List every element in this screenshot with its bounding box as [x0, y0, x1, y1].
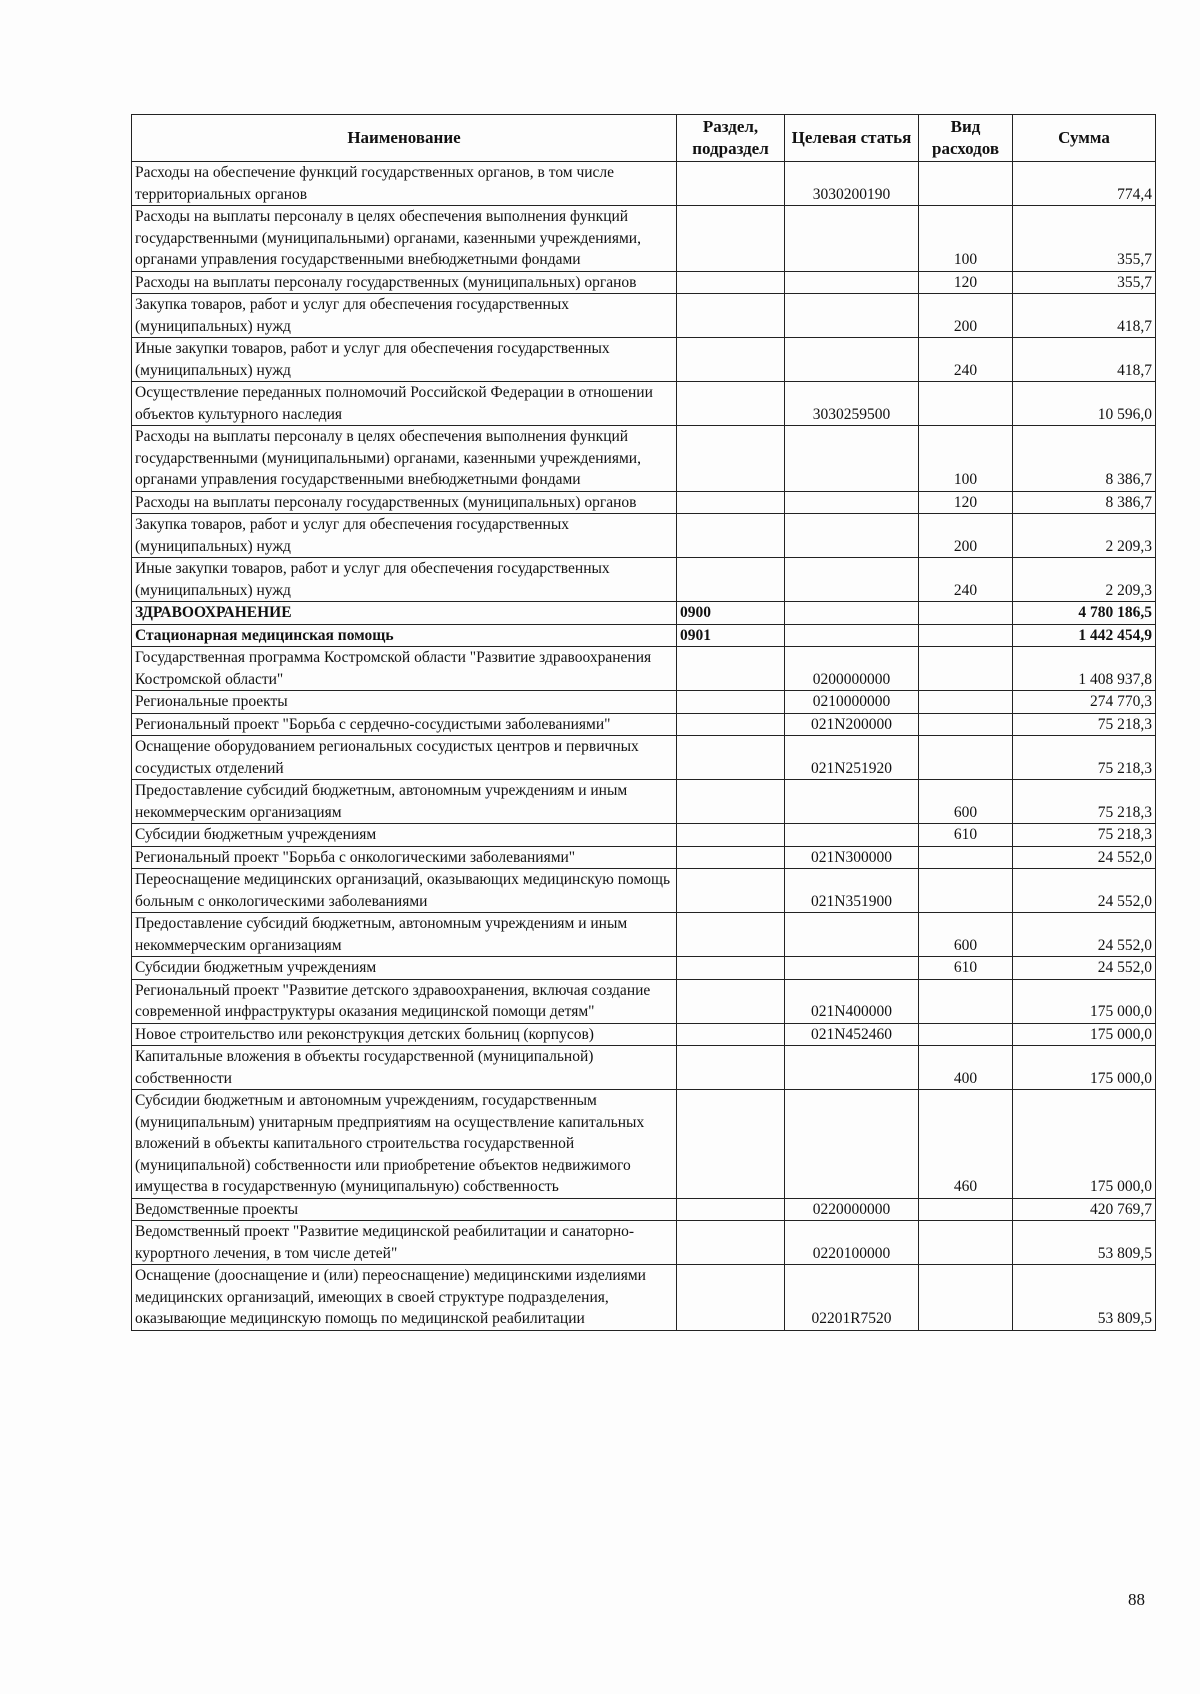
cell-section	[677, 514, 785, 558]
cell-section	[677, 338, 785, 382]
table-row	[132, 1198, 1156, 1221]
cell-type: 240	[919, 338, 1013, 382]
cell-section	[677, 846, 785, 869]
table-row	[132, 338, 1156, 382]
cell-name: Субсидии бюджетным учреждениям	[132, 957, 677, 980]
table-row	[132, 691, 1156, 714]
cell-article	[785, 558, 919, 602]
cell-section	[677, 1090, 785, 1199]
table-row	[132, 271, 1156, 294]
cell-type: 200	[919, 294, 1013, 338]
header-type: Вид расходов	[919, 115, 1013, 162]
cell-sum: 175 000,0	[1013, 979, 1156, 1023]
cell-article	[785, 602, 919, 625]
cell-sum: 418,7	[1013, 338, 1156, 382]
cell-article	[785, 271, 919, 294]
cell-type	[919, 691, 1013, 714]
cell-section	[677, 824, 785, 847]
cell-section	[677, 713, 785, 736]
cell-section	[677, 558, 785, 602]
cell-type	[919, 736, 1013, 780]
cell-sum: 175 000,0	[1013, 1090, 1156, 1199]
header-name: Наименование	[132, 115, 677, 162]
cell-type	[919, 869, 1013, 913]
cell-sum: 24 552,0	[1013, 869, 1156, 913]
cell-section	[677, 979, 785, 1023]
table-row	[132, 736, 1156, 780]
cell-sum: 2 209,3	[1013, 514, 1156, 558]
cell-name: Осуществление переданных полномочий Российской Федерации в отношении объектов культурного наследия	[132, 382, 677, 426]
cell-type	[919, 1198, 1013, 1221]
cell-name: Субсидии бюджетным и автономным учреждениям, государственным (муниципальным) унитарным предприятиям на осуществление капитальных вложений в объекты капитального строительства государственной (муниципальной) собственности или приобретение объектов недвижимого имущества в государственную (муниципальную) собственность	[132, 1090, 677, 1199]
cell-section	[677, 1221, 785, 1265]
cell-name: Расходы на выплаты персоналу в целях обеспечения выполнения функций государственными (муниципальными) органами, казенными учреждениями, органами управления государственными внебюджетными фондами	[132, 426, 677, 492]
table-row	[132, 514, 1156, 558]
cell-section	[677, 780, 785, 824]
cell-name: Переоснащение медицинских организаций, оказывающих медицинскую помощь больным с онкологическими заболеваниями	[132, 869, 677, 913]
cell-section	[677, 491, 785, 514]
cell-section	[677, 736, 785, 780]
cell-type	[919, 1221, 1013, 1265]
cell-name: Закупка товаров, работ и услуг для обеспечения государственных (муниципальных) нужд	[132, 294, 677, 338]
cell-name: Региональные проекты	[132, 691, 677, 714]
cell-type	[919, 647, 1013, 691]
cell-section	[677, 1046, 785, 1090]
table-row	[132, 1221, 1156, 1265]
cell-section	[677, 294, 785, 338]
cell-name: Стационарная медицинская помощь	[132, 624, 677, 647]
cell-name: Субсидии бюджетным учреждениям	[132, 824, 677, 847]
cell-type	[919, 979, 1013, 1023]
cell-sum: 8 386,7	[1013, 426, 1156, 492]
cell-name: Новое строительство или реконструкция детских больниц (корпусов)	[132, 1023, 677, 1046]
header-section: Раздел, подраздел	[677, 115, 785, 162]
cell-name: Расходы на выплаты персоналу государственных (муниципальных) органов	[132, 491, 677, 514]
cell-section	[677, 1198, 785, 1221]
cell-type	[919, 382, 1013, 426]
page-number: 88	[1128, 1590, 1145, 1609]
cell-name: Капитальные вложения в объекты государственной (муниципальной) собственности	[132, 1046, 677, 1090]
cell-article: 021N452460	[785, 1023, 919, 1046]
cell-name: Расходы на обеспечение функций государственных органов, в том числе территориальных органов	[132, 162, 677, 206]
cell-name: Ведомственные проекты	[132, 1198, 677, 1221]
cell-sum: 24 552,0	[1013, 957, 1156, 980]
table-row	[132, 294, 1156, 338]
table-row	[132, 647, 1156, 691]
cell-name: Оснащение оборудованием региональных сосудистых центров и первичных сосудистых отделений	[132, 736, 677, 780]
cell-sum: 2 209,3	[1013, 558, 1156, 602]
cell-sum: 1 408 937,8	[1013, 647, 1156, 691]
table-header-row	[132, 115, 1156, 162]
cell-article	[785, 491, 919, 514]
cell-article	[785, 824, 919, 847]
table-row	[132, 382, 1156, 426]
table-row	[132, 426, 1156, 492]
table-row	[132, 558, 1156, 602]
cell-article	[785, 206, 919, 272]
cell-sum: 1 442 454,9	[1013, 624, 1156, 647]
table-row	[132, 824, 1156, 847]
cell-type: 100	[919, 206, 1013, 272]
cell-article: 3030200190	[785, 162, 919, 206]
header-sum: Сумма	[1013, 115, 1156, 162]
cell-name: Расходы на выплаты персоналу в целях обеспечения выполнения функций государственными (муниципальными) органами, казенными учреждениями, органами управления государственными внебюджетными фондами	[132, 206, 677, 272]
cell-sum: 75 218,3	[1013, 713, 1156, 736]
cell-type	[919, 713, 1013, 736]
cell-type	[919, 1023, 1013, 1046]
cell-article	[785, 338, 919, 382]
cell-name: Иные закупки товаров, работ и услуг для обеспечения государственных (муниципальных) нужд	[132, 338, 677, 382]
cell-name: Региональный проект "Борьба с онкологическими заболеваниями"	[132, 846, 677, 869]
cell-name: ЗДРАВООХРАНЕНИЕ	[132, 602, 677, 625]
cell-article	[785, 624, 919, 647]
table-row	[132, 1265, 1156, 1331]
table-row	[132, 491, 1156, 514]
table-row	[132, 1046, 1156, 1090]
table-row	[132, 846, 1156, 869]
table-row	[132, 624, 1156, 647]
cell-section: 0900	[677, 602, 785, 625]
cell-sum: 53 809,5	[1013, 1265, 1156, 1331]
cell-type: 600	[919, 780, 1013, 824]
cell-name: Региональный проект "Развитие детского здравоохранения, включая создание современной инфраструктуры оказания медицинской помощи детям"	[132, 979, 677, 1023]
cell-article	[785, 426, 919, 492]
cell-sum: 75 218,3	[1013, 736, 1156, 780]
cell-type: 200	[919, 514, 1013, 558]
cell-type: 400	[919, 1046, 1013, 1090]
cell-article	[785, 294, 919, 338]
cell-article: 0220100000	[785, 1221, 919, 1265]
table-row	[132, 713, 1156, 736]
cell-type: 240	[919, 558, 1013, 602]
table-row	[132, 602, 1156, 625]
cell-name: Предоставление субсидий бюджетным, автономным учреждениям и иным некоммерческим организациям	[132, 780, 677, 824]
cell-section	[677, 1265, 785, 1331]
cell-type: 600	[919, 913, 1013, 957]
cell-section	[677, 647, 785, 691]
cell-section	[677, 1023, 785, 1046]
cell-sum: 75 218,3	[1013, 780, 1156, 824]
table-row	[132, 780, 1156, 824]
cell-article	[785, 780, 919, 824]
cell-sum: 420 769,7	[1013, 1198, 1156, 1221]
cell-section	[677, 271, 785, 294]
cell-article	[785, 913, 919, 957]
cell-type: 610	[919, 824, 1013, 847]
cell-article: 0200000000	[785, 647, 919, 691]
cell-type	[919, 624, 1013, 647]
cell-article: 021N300000	[785, 846, 919, 869]
cell-name: Иные закупки товаров, работ и услуг для обеспечения государственных (муниципальных) нужд	[132, 558, 677, 602]
cell-type	[919, 162, 1013, 206]
cell-type: 100	[919, 426, 1013, 492]
cell-article: 0210000000	[785, 691, 919, 714]
table-row	[132, 1090, 1156, 1199]
cell-type	[919, 1265, 1013, 1331]
cell-type: 460	[919, 1090, 1013, 1199]
cell-sum: 355,7	[1013, 206, 1156, 272]
cell-sum: 175 000,0	[1013, 1023, 1156, 1046]
header-article: Целевая статья	[785, 115, 919, 162]
cell-article: 021N400000	[785, 979, 919, 1023]
table-row	[132, 162, 1156, 206]
table-row	[132, 1023, 1156, 1046]
cell-section	[677, 206, 785, 272]
cell-type	[919, 846, 1013, 869]
cell-type: 120	[919, 271, 1013, 294]
cell-name: Предоставление субсидий бюджетным, автономным учреждениям и иным некоммерческим организациям	[132, 913, 677, 957]
cell-section	[677, 913, 785, 957]
cell-type: 610	[919, 957, 1013, 980]
table-row	[132, 206, 1156, 272]
cell-article: 021N351900	[785, 869, 919, 913]
cell-article: 0220000000	[785, 1198, 919, 1221]
cell-sum: 274 770,3	[1013, 691, 1156, 714]
cell-type: 120	[919, 491, 1013, 514]
cell-name: Закупка товаров, работ и услуг для обеспечения государственных (муниципальных) нужд	[132, 514, 677, 558]
cell-name: Региональный проект "Борьба с сердечно-сосудистыми заболеваниями"	[132, 713, 677, 736]
cell-name: Оснащение (дооснащение и (или) переоснащение) медицинскими изделиями медицинских организаций, имеющих в своей структуре подразделения, оказывающие медицинскую помощь по медицинской реабилитации	[132, 1265, 677, 1331]
cell-sum: 175 000,0	[1013, 1046, 1156, 1090]
cell-section	[677, 426, 785, 492]
cell-article	[785, 514, 919, 558]
table-body	[132, 162, 1156, 1331]
table-row	[132, 979, 1156, 1023]
cell-name: Расходы на выплаты персоналу государственных (муниципальных) органов	[132, 271, 677, 294]
budget-table	[131, 114, 1156, 1331]
cell-section	[677, 162, 785, 206]
cell-sum: 4 780 186,5	[1013, 602, 1156, 625]
cell-article	[785, 1046, 919, 1090]
cell-sum: 418,7	[1013, 294, 1156, 338]
cell-sum: 774,4	[1013, 162, 1156, 206]
cell-article	[785, 957, 919, 980]
cell-article: 021N200000	[785, 713, 919, 736]
table-row	[132, 913, 1156, 957]
table-row	[132, 869, 1156, 913]
cell-sum: 10 596,0	[1013, 382, 1156, 426]
cell-sum: 8 386,7	[1013, 491, 1156, 514]
cell-section	[677, 691, 785, 714]
cell-sum: 24 552,0	[1013, 846, 1156, 869]
cell-section: 0901	[677, 624, 785, 647]
cell-section	[677, 382, 785, 426]
cell-name: Государственная программа Костромской области "Развитие здравоохранения Костромской области"	[132, 647, 677, 691]
cell-sum: 355,7	[1013, 271, 1156, 294]
cell-article: 3030259500	[785, 382, 919, 426]
cell-sum: 24 552,0	[1013, 913, 1156, 957]
cell-sum: 75 218,3	[1013, 824, 1156, 847]
cell-section	[677, 957, 785, 980]
cell-article: 02201R7520	[785, 1265, 919, 1331]
cell-type	[919, 602, 1013, 625]
cell-sum: 53 809,5	[1013, 1221, 1156, 1265]
cell-name: Ведомственный проект "Развитие медицинской реабилитации и санаторно-курортного лечения, в том числе детей"	[132, 1221, 677, 1265]
cell-section	[677, 869, 785, 913]
cell-article: 021N251920	[785, 736, 919, 780]
cell-article	[785, 1090, 919, 1199]
table-row	[132, 957, 1156, 980]
